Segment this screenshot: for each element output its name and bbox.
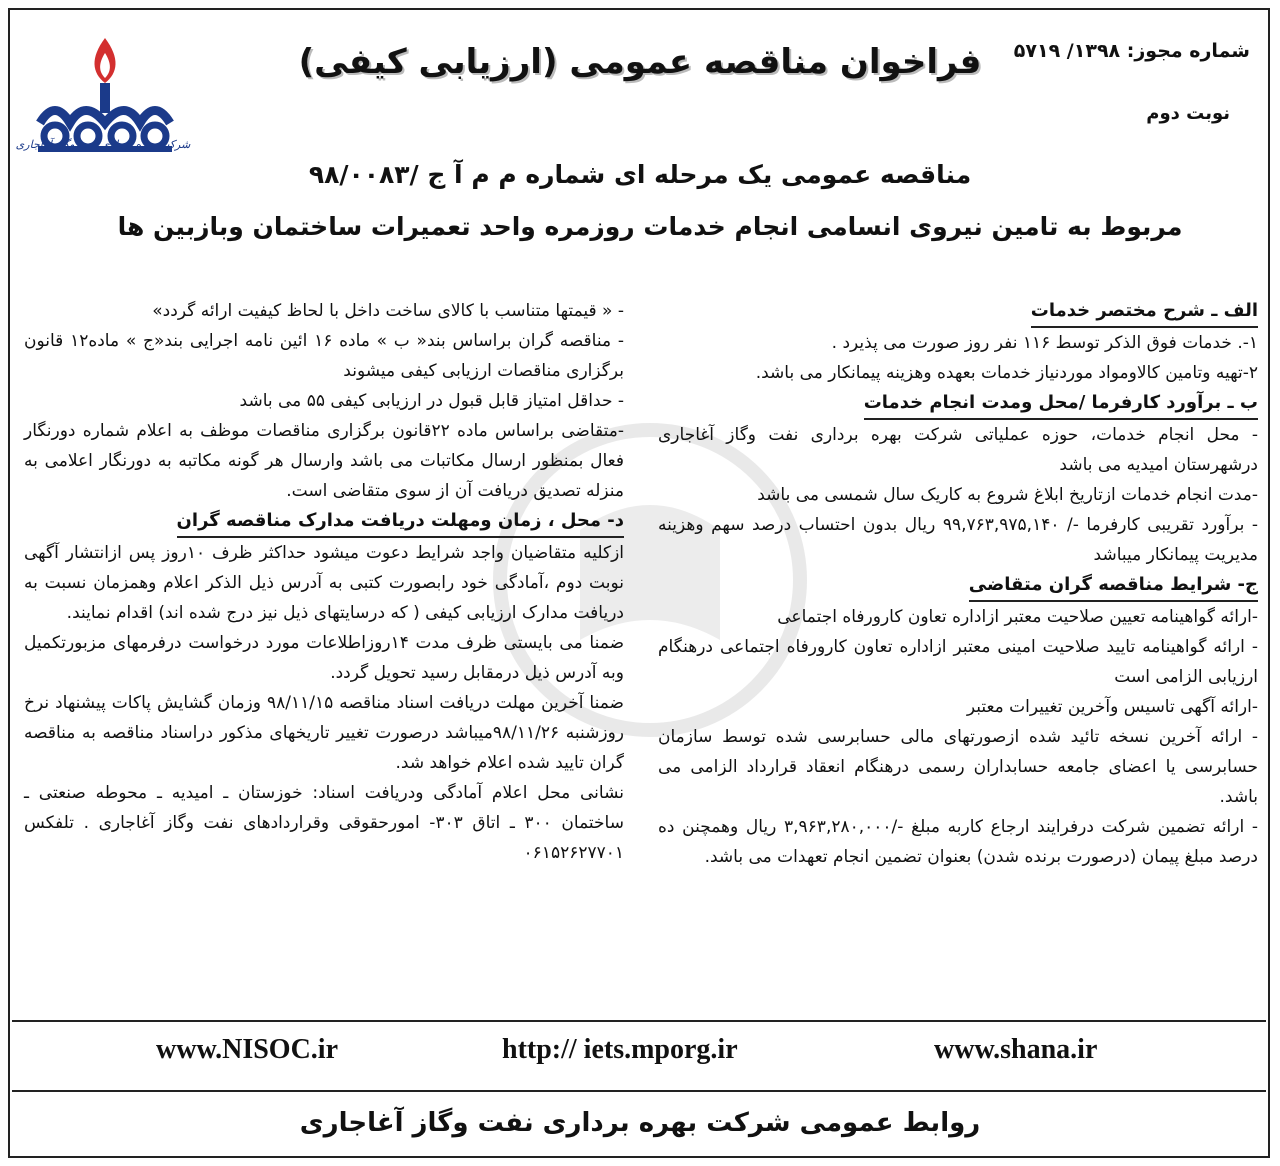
footer-text: روابط عمومی شرکت بهره برداری نفت وگاز آغاجاری <box>299 1108 981 1138</box>
left-column <box>24 296 624 868</box>
section-a-heading: الف ـ شرح مختصر خدمات <box>1031 296 1258 328</box>
item-c5: - ارائه تضمین شرکت درفرایند ارجاع کاربه مبلغ -/۳,۹۶۳,۲۸۰,۰۰۰ ریال وهمچنن ده درصد مبلغ پیمان (درصورت برنده شدن) بعنوان تضمین انجام تعهدات می باشد. <box>658 817 1258 867</box>
right-column <box>658 296 1258 872</box>
item-a2: ۲-تهیه وتامین کالاومواد موردنیاز خدمات بعهده وهزینه پیمانکار می باشد. <box>755 363 1258 383</box>
item-b3: - برآورد تقریبی کارفرما -/ ۹۹,۷۶۳,۹۷۵,۱۴۰ ریال بدون احتساب درصد سهم وهزینه مدیریت پیمانکار میباشد <box>658 515 1258 565</box>
page-title: فراخوان مناقصه عمومی (ارزیابی کیفی) <box>298 42 982 82</box>
item-c4: - ارائه آخرین نسخه تائید شده ازصورتهای مالی حسابرسی شده توسط سازمان حسابرسی یا اعضای جامعه حسابداران رسمی درهنگام انعقاد قرارداد الزامی می باشد. <box>658 727 1258 807</box>
item-l3: - حداقل امتیاز قابل قبول در ارزیابی کیفی ۵۵ می باشد <box>239 391 624 411</box>
nioc-logo-icon <box>20 28 190 178</box>
permit-number: شماره مجوز: ۱۳۹۸/ ۵۷۱۹ <box>1013 40 1250 62</box>
section-c-heading: ج- شرایط مناقصه گران متقاضی <box>969 570 1258 602</box>
item-c2: - ارائه گواهینامه تایید صلاحیت امینی معتبر ازاداره تعاون کارورفاه اجتماعی درهنگام ارزیابی الزامی است <box>658 637 1258 687</box>
item-a1: ۱-. خدمات فوق الذکر توسط ۱۱۶ نفر روز صورت می پذیرد . <box>831 333 1258 353</box>
item-b2: -مدت انجام خدمات ازتاریخ ابلاغ شروع به کاریک سال شمسی می باشد <box>757 485 1258 505</box>
link-nisoc[interactable]: www.NISOC.ir <box>156 1034 339 1065</box>
links-row <box>0 1034 1280 1074</box>
item-d1: ازکلیه متقاضیان واجد شرایط دعوت میشود حداکثر ظرف ۱۰روز پس ازانتشار آگهی نوبت دوم ،آمادگی خود رابصورت کتبی به آدرس ذیل الذکر اعلام وهمزمان نسبت به دریافت مدارک ارزیابی کیفی ( که درسایتهای ذیل نیز درج شده اند) اقدام نمایند. <box>24 543 625 623</box>
link-shana[interactable]: www.shana.ir <box>934 1034 1098 1065</box>
item-c3: -ارائه آگهی تاسیس وآخرین تغییرات معتبر <box>966 697 1258 717</box>
section-d-heading: د- محل ، زمان ومهلت دریافت مدارک مناقصه گران <box>177 506 624 538</box>
divider <box>12 1020 1266 1022</box>
item-b1: - محل انجام خدمات، حوزه عملیاتی شرکت بهره برداری نفت وگاز آغاجاری درشهرستان امیدیه می باشد <box>658 425 1258 475</box>
item-d2: ضمنا می بایستی ظرف مدت ۱۴روزاطلاعات مورد درخواست درفرمهای مزبورتکمیل وبه آدرس ذیل درمقابل رسید تحویل گردد. <box>24 633 625 683</box>
round-label: نوبت دوم <box>1146 103 1230 124</box>
item-l1: - « قیمتها متناسب با کالای ساخت داخل با لحاظ کیفیت ارائه گردد» <box>152 301 624 321</box>
section-b-heading: ب ـ برآورد کارفرما /محل ومدت انجام خدمات <box>864 388 1258 420</box>
logo-caption: شرکت بهره برداری نفت وگاز آغاجاری <box>15 138 191 151</box>
link-iets[interactable]: http:// iets.mporg.ir <box>502 1034 738 1065</box>
divider <box>12 1090 1266 1092</box>
item-l2: - مناقصه گران براساس بند« ب » ماده ۱۶ ائین نامه اجرایی بند«ج » ماده۱۲ قانون برگزاری مناقصات ارزیابی کیفی میشوند <box>24 331 624 381</box>
tender-subject: مربوط به تامین نیروی انسامی انجام خدمات روزمره واحد تعمیرات ساختمان وبازبین ها <box>117 212 1183 241</box>
item-l4: -متقاضی براساس ماده ۲۲قانون برگزاری مناقصات موظف به اعلام شماره دورنگار فعال بمنظور ارسال مکاتبات می باشد وارسال هر گونه مکاتبه به دورنگار اعلامی به منزله تصدیق دریافت آن از سوی متقاضی است. <box>24 421 624 501</box>
item-d4: نشانی محل اعلام آمادگی ودریافت اسناد: خوزستان ـ امیدیه ـ محوطه صنعتی ـ ساختمان ۳۰۰ ـ اتاق ۳۰۳- امورحقوقی وقراردادهای نفت وگاز آغاجاری . تلفکس ۰۶۱۵۲۶۲۷۷۰۱ <box>24 783 624 863</box>
item-d3: ضمنا آخرین مهلت دریافت اسناد مناقصه ۹۸/۱۱/۱۵ وزمان گشایش پاکات پیشنهاد نرخ روزشنبه ۹۸/۱۱/۲۶میباشد درصورت تغییر تاریخهای مذکور دراسناد مناقصه به مناقصه گران تایید شده اعلام خواهد شد. <box>24 693 624 773</box>
tender-number: مناقصه عمومی یک مرحله ای شماره م م آ ج /۹۸/۰۰۸۳ <box>308 160 972 189</box>
item-c1: -ارائه گواهینامه تعیین صلاحیت معتبر ازاداره تعاون کارورفاه اجتماعی <box>777 607 1258 627</box>
